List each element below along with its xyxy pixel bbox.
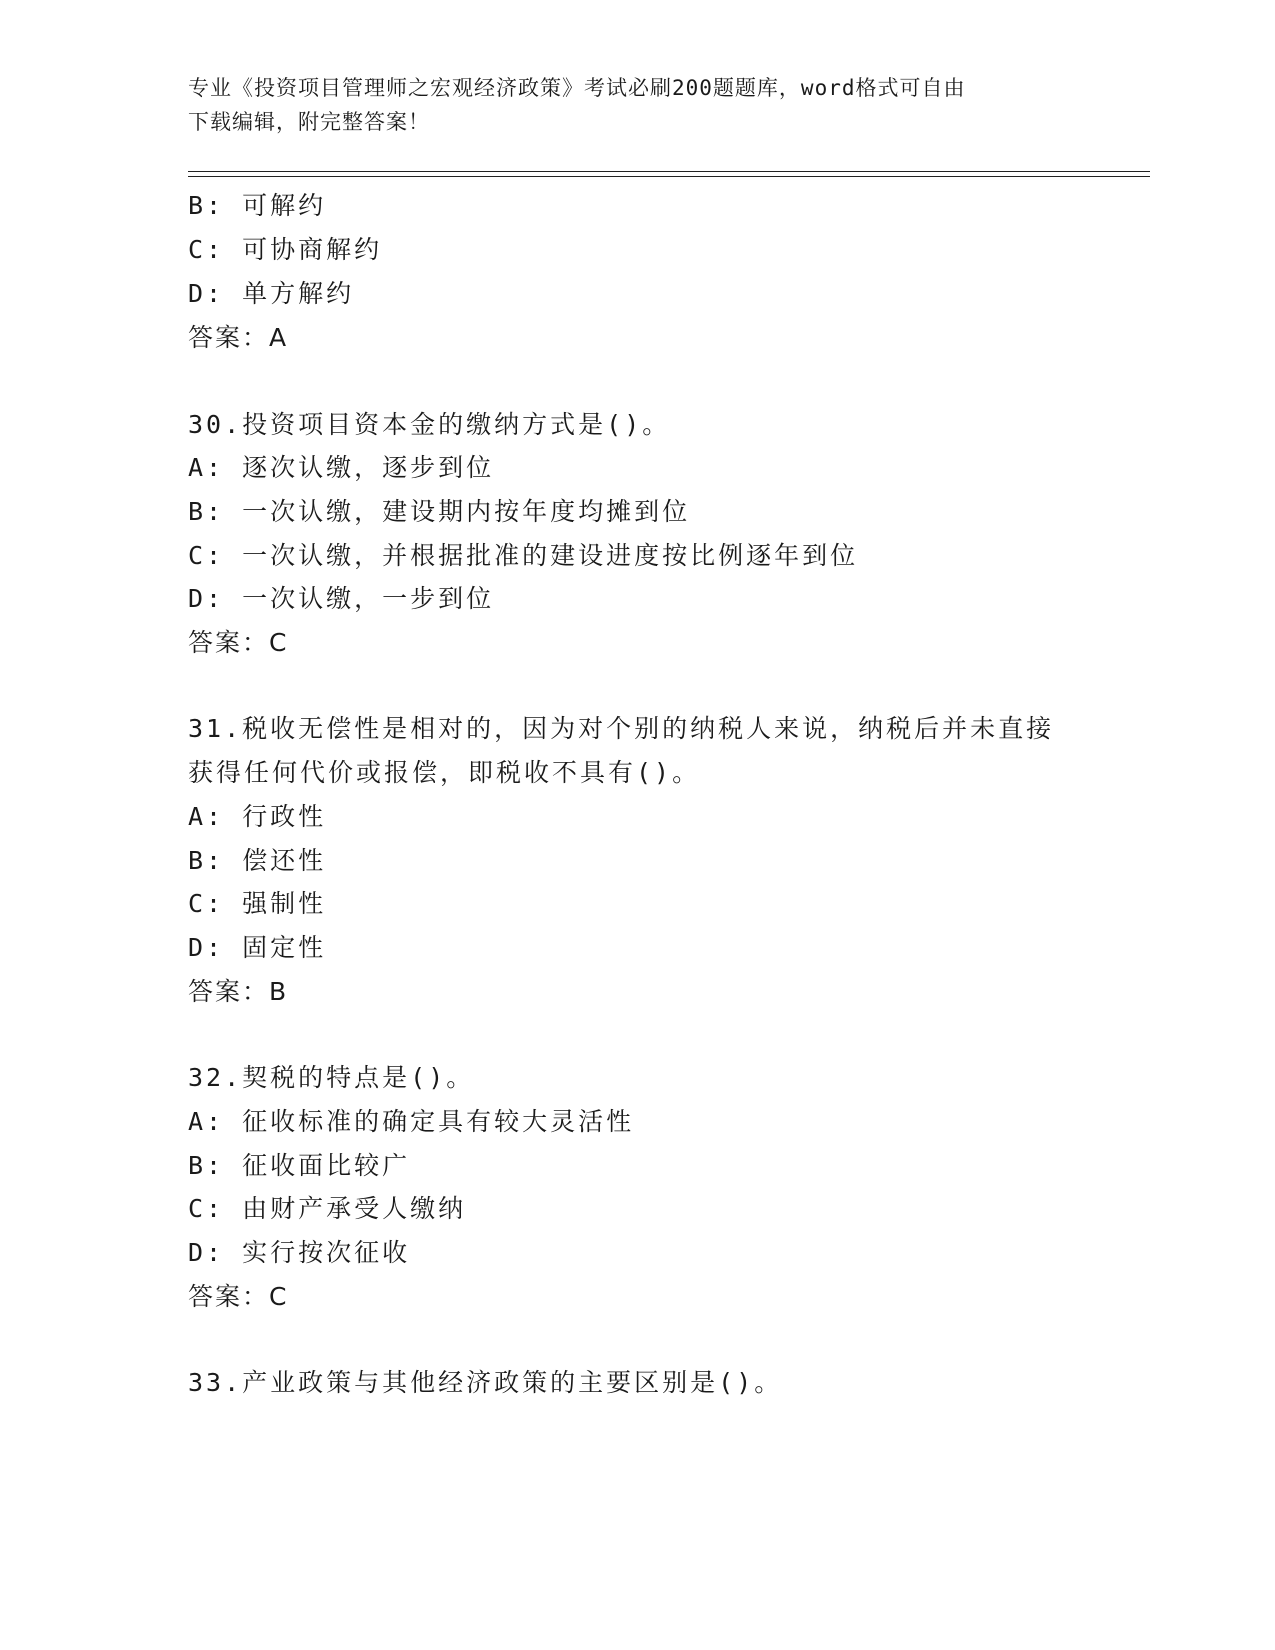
q32-question: 32.契税的特点是()。: [188, 1063, 475, 1092]
q30-answer: 答案：C: [188, 628, 289, 657]
q29-answer: 答案：A: [188, 323, 289, 352]
q31-question-line-1: 31.税收无偿性是相对的，因为对个别的纳税人来说，纳税后并未直接: [188, 714, 1055, 743]
q29-option-b: B: 可解约: [188, 191, 327, 220]
q30-option-a: A: 逐次认缴，逐步到位: [188, 453, 495, 482]
q32-option-b: B: 征收面比较广: [188, 1151, 411, 1180]
q30-option-b: B: 一次认缴，建设期内按年度均摊到位: [188, 497, 691, 526]
q29-option-d: D: 单方解约: [188, 279, 355, 308]
header-title-line-2: 下载编辑，附完整答案！: [188, 110, 430, 134]
q31-question-line-2: 获得任何代价或报偿，即税收不具有()。: [188, 758, 701, 787]
q30-question: 30.投资项目资本金的缴纳方式是()。: [188, 410, 671, 439]
q32-option-c: C: 由财产承受人缴纳: [188, 1194, 467, 1223]
q32-option-d: D: 实行按次征收: [188, 1238, 411, 1267]
q31-answer: 答案：B: [188, 977, 289, 1006]
q30-option-c: C: 一次认缴，并根据批准的建设进度按比例逐年到位: [188, 541, 859, 570]
header-rule-top: [188, 171, 1150, 172]
q31-option-d: D: 固定性: [188, 933, 327, 962]
q32-answer: 答案：C: [188, 1282, 289, 1311]
q31-option-a: A: 行政性: [188, 802, 327, 831]
q30-option-d: D: 一次认缴，一步到位: [188, 584, 495, 613]
q31-option-c: C: 强制性: [188, 889, 327, 918]
q29-option-c: C: 可协商解约: [188, 235, 383, 264]
header-title-line-1: 专业《投资项目管理师之宏观经济政策》考试必刷200题题库，word格式可自由: [188, 76, 966, 100]
q32-option-a: A: 征收标准的确定具有较大灵活性: [188, 1107, 635, 1136]
header-rule-bottom: [188, 176, 1150, 177]
q33-question: 33.产业政策与其他经济政策的主要区别是()。: [188, 1368, 783, 1397]
q31-option-b: B: 偿还性: [188, 846, 327, 875]
